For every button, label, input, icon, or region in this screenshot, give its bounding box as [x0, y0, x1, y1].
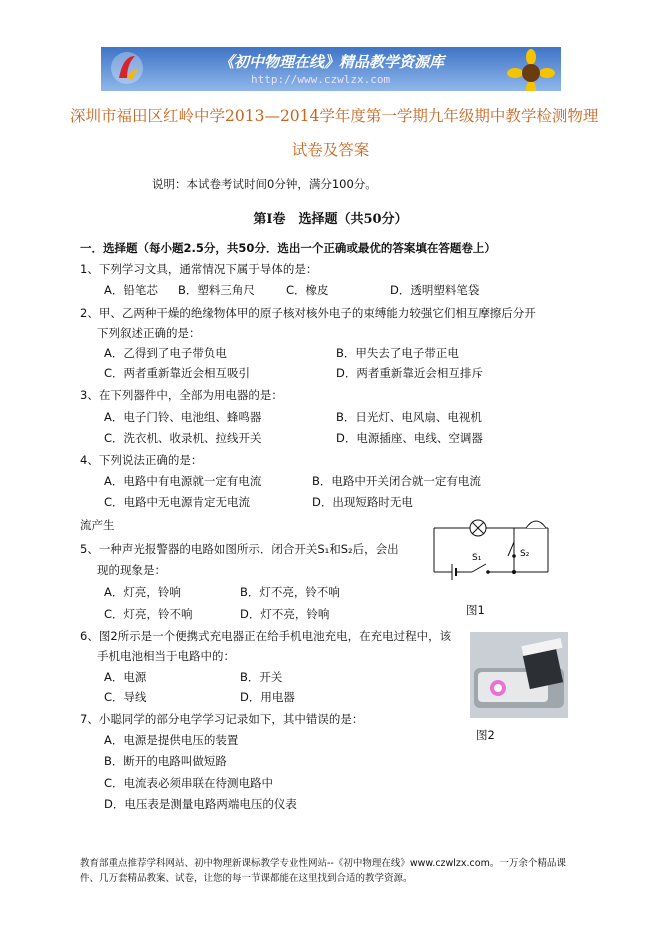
- document-title: 深圳市福田区红岭中学2013—2014学年度第一学期九年级期中教学检测物理: [70, 107, 599, 125]
- page-footer: [80, 856, 600, 886]
- question-6-stem: 6、图2所示是一个便携式充电器正在给手机电池充电，在充电过程中，该: [80, 629, 452, 643]
- banner-title: 《初中物理在线》精品教学资源库: [219, 53, 445, 71]
- question-5-option-c: C．灯亮，铃不响: [104, 607, 193, 621]
- switch-s1-label: S₁: [472, 553, 482, 563]
- banner-url: http://www.czwlzx.com: [251, 73, 391, 86]
- question-5-option-b: B．灯不亮，铃不响: [240, 585, 340, 599]
- question-2-option-c: C．两者重新靠近会相互吸引: [104, 366, 251, 380]
- question-6-option-c: C．导线: [104, 690, 147, 704]
- question-1-stem: 1、下列学习文具，通常情况下属于导体的是：: [80, 262, 318, 276]
- sunflower-icon: [507, 49, 555, 91]
- question-1-option-a: A．铅笔芯: [104, 283, 158, 297]
- question-3-option-b: B．日光灯、电风扇、电视机: [336, 410, 482, 424]
- header-banner: [101, 47, 561, 91]
- circuit-diagram: [428, 512, 554, 590]
- question-2-stem: 2、甲、乙两种干燥的绝缘物体甲的原子核对核外电子的束缚能力较强它们相互摩擦后分开: [80, 306, 536, 320]
- question-4-option-d-cont: 流产生: [80, 518, 115, 532]
- question-2-stem-cont: 下列叙述正确的是：: [97, 326, 201, 340]
- question-4-option-b: B．电路中开关闭合就一定有电流: [312, 474, 481, 488]
- question-3-option-c: C．洗衣机、收录机、拉线开关: [104, 431, 262, 445]
- question-6-option-d: D．用电器: [240, 690, 295, 704]
- question-6-option-a: A．电源: [104, 670, 147, 684]
- site-logo-icon: [109, 50, 145, 86]
- question-6-option-b: B．开关: [240, 670, 283, 684]
- question-1-option-d: D．透明塑料笔袋: [390, 283, 480, 297]
- question-5-stem-cont: 现的现象是：: [97, 563, 166, 577]
- question-2-option-d: D．两者重新靠近会相互排斥: [336, 366, 483, 380]
- question-3-option-d: D．电源插座、电线、空调器: [336, 431, 483, 445]
- question-7-option-b: B．断开的电路叫做短路: [104, 754, 227, 768]
- question-2-option-b: B．甲失去了电子带正电: [336, 346, 459, 360]
- switch-s2-label: S₂: [520, 549, 530, 559]
- question-4-option-a: A．电路中有电源就一定有电流: [104, 474, 262, 488]
- footer-line-1: 教育部重点推荐学科网站、初中物理新课标教学专业性网站--《初中物理在线》www.czwlzx.com。一万余个精品课: [80, 858, 566, 869]
- question-1-option-c: C．橡皮: [286, 283, 329, 297]
- question-2-option-a: A．乙得到了电子带负电: [104, 346, 227, 360]
- question-7-stem: 7、小聪同学的部分电学学习记录如下，其中错误的是：: [80, 712, 364, 726]
- document-subtitle: 试卷及答案: [291, 141, 370, 159]
- part-heading: 一．选择题（每小题2.5分，共50分．选出一个正确或最优的答案填在答题卷上）: [80, 241, 496, 255]
- question-3-option-a: A．电子门铃、电池组、蜂鸣器: [104, 410, 262, 424]
- question-5-option-d: D．灯不亮，铃响: [240, 607, 330, 621]
- question-7-option-d: D．电压表是测量电路两端电压的仪表: [104, 797, 297, 811]
- question-4-stem: 4、下列说法正确的是：: [80, 453, 203, 467]
- question-7-option-c: C．电流表必须串联在待测电路中: [104, 776, 274, 790]
- question-4-option-d: D．出现短路时无电: [312, 495, 413, 509]
- footer-line-2: 件、几万套精品教案、试卷，让您的每一节课都能在这里找到合适的教学资源。: [80, 873, 413, 884]
- question-3-stem: 3、在下列器件中，全部为用电器的是：: [80, 388, 283, 402]
- question-5-stem: 5、一种声光报警器的电路如图所示．闭合开关S₁和S₂后，会出: [80, 542, 399, 556]
- question-7-option-a: A．电源是提供电压的装置: [104, 733, 239, 747]
- question-1-option-b: B．塑料三角尺: [178, 283, 255, 297]
- charger-photo: [470, 632, 568, 718]
- exam-note: 说明：本试卷考试时间0分钟，满分100分。: [152, 177, 377, 191]
- question-5-option-a: A．灯亮，铃响: [104, 585, 181, 599]
- question-6-stem-cont: 手机电池相当于电路中的：: [97, 649, 235, 663]
- question-4-option-c: C．电路中无电源肯定无电流: [104, 495, 251, 509]
- figure-2-label: 图2: [476, 728, 495, 742]
- figure-1-label: 图1: [466, 603, 485, 617]
- section-title: 第Ⅰ卷 选择题（共50分）: [253, 212, 408, 227]
